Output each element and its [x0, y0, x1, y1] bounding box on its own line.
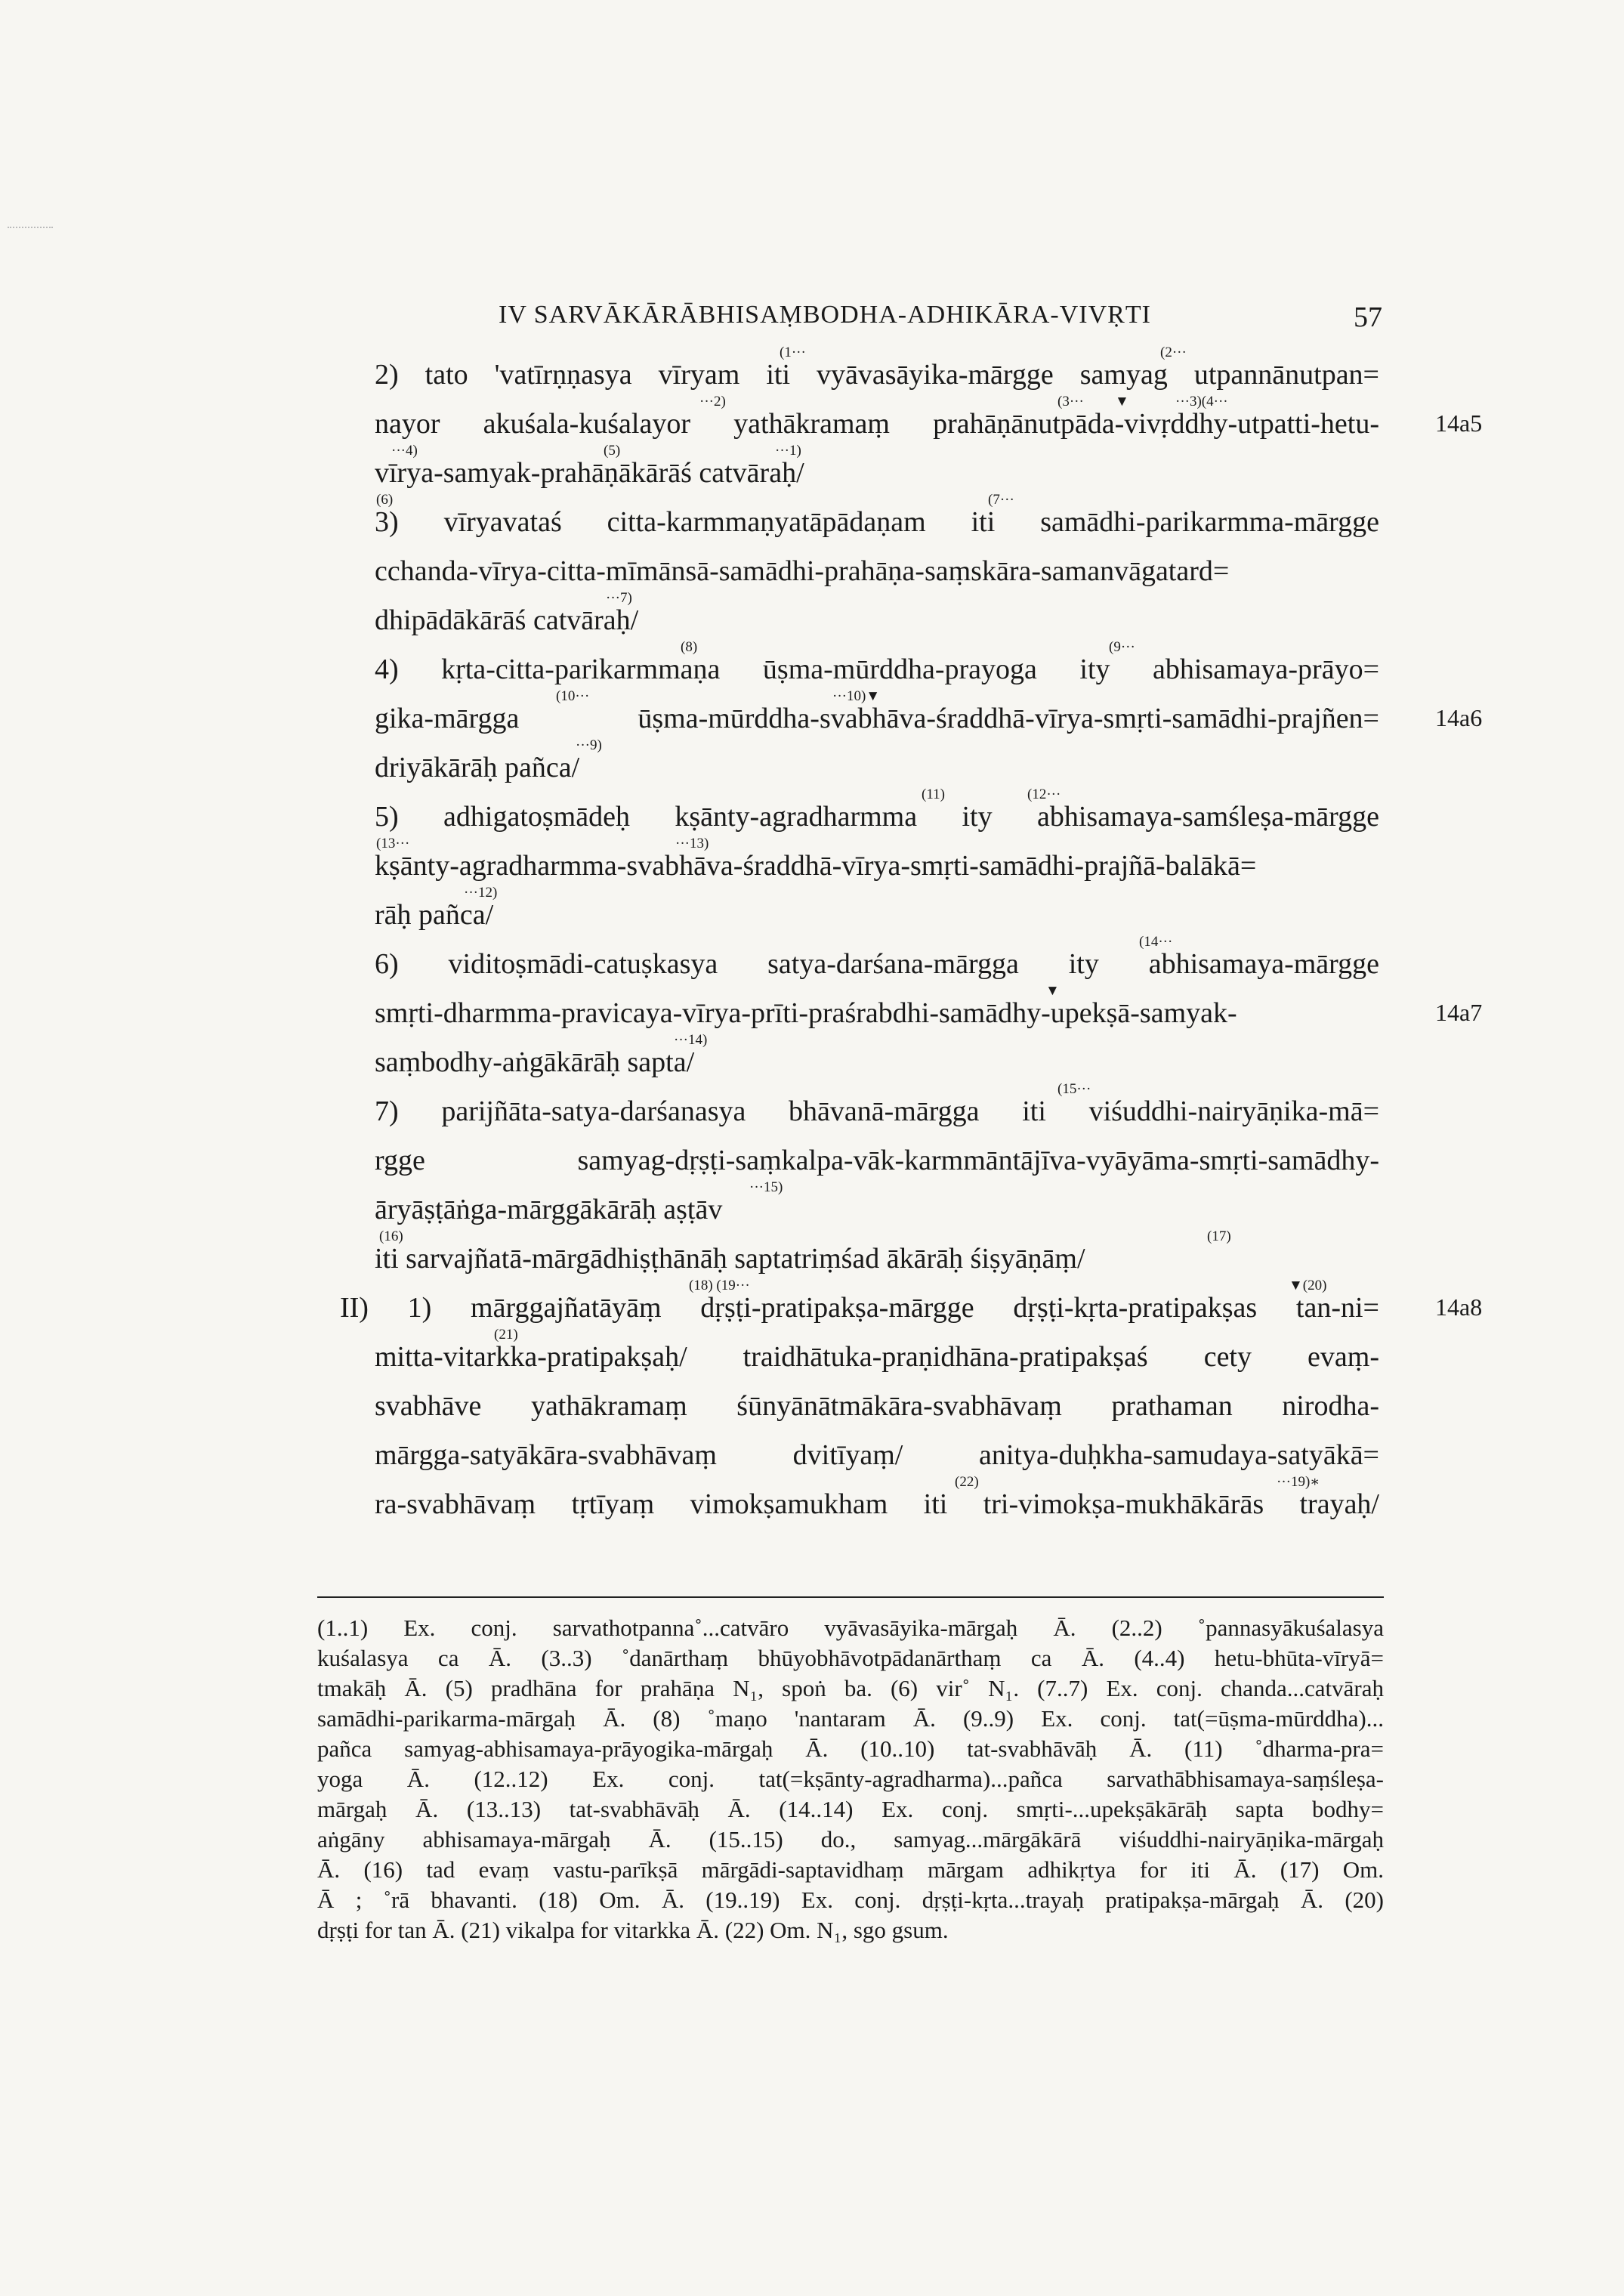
footnote-line: pañca samyag-abhisamaya-prāyogika-mārgaḥ Ā. (10..10) tat-svabhāvāḥ Ā. (11) ˚dharma-pra= [317, 1735, 1384, 1762]
apparatus-marker: ···14) [674, 1032, 708, 1048]
text-line [375, 1473, 1379, 1522]
apparatus-marker: (17) [1207, 1228, 1231, 1244]
line-text: svabhāve yathākramaṃ śūnyānātmākāra-svabhāvaṃ prathaman nirodha- [375, 1390, 1379, 1422]
apparatus-marker: ▼ [1045, 983, 1060, 999]
text-line [375, 1031, 1379, 1080]
apparatus-marker: (5) [604, 443, 621, 459]
line-text: II) 1) mārggajñatāyāṃ dṛṣṭi-pratipakṣa-mārgge dṛṣṭi-kṛta-pratipakṣas tan-ni= [340, 1292, 1379, 1324]
apparatus-marker: ···12) [464, 885, 498, 901]
apparatus-marker: (9··· [1109, 639, 1135, 655]
apparatus-marker: (13··· [376, 836, 410, 851]
folio-reference: 14a6 [1435, 704, 1483, 731]
apparatus-marker: (21) [494, 1327, 518, 1343]
line-text: gika-mārgga ūṣma-mūrddha-svabhāva-śraddhā-vīrya-smṛti-samādhi-prajñen= [375, 703, 1379, 734]
footnote-line: Ā. (16) tad evaṃ vastu-parīkṣā mārgādi-saptavidhaṃ mārgam adhikṛtya for iti Ā. (17) Om. [317, 1856, 1384, 1883]
line-text: 6) viditoṣmādi-catuṣkasya satya-darśana-mārgga ity abhisamaya-mārgge [375, 948, 1379, 980]
text-line [375, 786, 1379, 835]
scan-speck [8, 227, 53, 230]
apparatus-marker: (2··· [1160, 345, 1187, 360]
text-line [375, 1228, 1379, 1277]
page-number: 57 [1354, 301, 1382, 333]
apparatus-marker: (15··· [1057, 1081, 1091, 1097]
apparatus-marker: (8) [681, 639, 698, 655]
text-line [375, 344, 1379, 393]
apparatus-marker: ▼(20) [1289, 1278, 1327, 1293]
line-text: kṣānty-agradharmma-svabhāva-śraddhā-vīrya-smṛti-samādhi-prajñā-balākā= [375, 850, 1257, 882]
line-text: rgge samyag-dṛṣṭi-saṃkalpa-vāk-karmmāntājīva-vyāyāma-smṛti-samādhy- [375, 1145, 1379, 1176]
footnote-line: kuśalasya ca Ā. (3..3) ˚danārthaṃ bhūyobhāvotpādanārthaṃ ca Ā. (4..4) hetu-bhūta-vīryā= [317, 1645, 1384, 1671]
footnote-line: mārgaḥ Ā. (13..13) tat-svabhāvāḥ Ā. (14..14) Ex. conj. smṛti-...upekṣākārāḥ sapta bodhy= [317, 1796, 1384, 1822]
apparatus-marker: (1··· [780, 345, 806, 360]
footnote-line: yoga Ā. (12..12) Ex. conj. tat(=kṣānty-agradharma)...pañca sarvathābhisamaya-saṃśleṣa- [317, 1766, 1384, 1792]
chapter-title: IV SARVĀKĀRĀBHISAṂBODHA-ADHIKĀRA-VIVṚTI [499, 301, 1151, 329]
footnote-line: dṛṣṭi for tan Ā. (21) vikalpa for vitarkka Ā. (22) Om. N₁, sgo gsum. [317, 1917, 949, 1943]
line-text: smṛti-dharmma-pravicaya-vīrya-prīti-praśrabdhi-samādhy-upekṣā-samyak- [375, 997, 1237, 1029]
apparatus-marker: ···15) [749, 1179, 783, 1195]
apparatus-marker: ▼ [1115, 394, 1129, 409]
folio-reference: 14a8 [1435, 1293, 1483, 1321]
text-line [375, 540, 1379, 589]
apparatus-marker: ···2) [699, 394, 726, 409]
text-line [375, 688, 1379, 737]
line-text: ra-svabhāvaṃ tṛtīyaṃ vimokṣamukham iti tri-vimokṣa-mukhākārās trayaḥ/ [375, 1488, 1379, 1520]
text-line [375, 1375, 1379, 1424]
line-text: rāḥ pañca/ [375, 899, 494, 931]
line-text: āryāṣṭāṅga-mārggākārāḥ aṣṭāv [375, 1194, 723, 1225]
apparatus-marker: (11) [922, 786, 945, 802]
line-text: 4) kṛta-citta-parikarmmaṇa ūṣma-mūrddha-prayoga ity abhisamaya-prāyo= [375, 654, 1379, 685]
text-line [375, 933, 1379, 982]
text-line [375, 1424, 1379, 1473]
line-text: cchanda-vīrya-citta-mīmānsā-samādhi-prahāṇa-saṃskāra-samanvāgatard= [375, 555, 1230, 587]
text-line [340, 1277, 1379, 1326]
line-text: iti sarvajñatā-mārgādhiṣṭhānāḥ saptatriṃśad ākārāḥ śiṣyāṇāṃ/ [375, 1243, 1085, 1275]
apparatus-marker: (16) [379, 1228, 403, 1244]
text-line [375, 442, 1379, 491]
line-text: 7) parijñāta-satya-darśanasya bhāvanā-mārgga iti viśuddhi-nairyāṇika-mā= [375, 1095, 1379, 1127]
line-text: mārgga-satyākāra-svabhāvaṃ dvitīyaṃ/ anitya-duḥkha-samudaya-satyākā= [375, 1439, 1379, 1471]
footnotes [317, 1613, 1384, 1945]
apparatus-marker: ···13) [675, 836, 709, 851]
text-line [375, 1129, 1379, 1179]
text-line [375, 393, 1379, 442]
apparatus-marker: ···3)(4··· [1175, 394, 1228, 409]
running-header [499, 301, 1382, 341]
apparatus-marker: (10··· [556, 688, 590, 704]
apparatus-marker: (14··· [1139, 934, 1173, 950]
line-text: 3) vīryavataś citta-karmmaṇyatāpādaṇam iti samādhi-parikarmma-mārgge [375, 506, 1379, 538]
main-text [340, 344, 1379, 1522]
text-line [375, 1179, 1379, 1228]
apparatus-marker: (22) [955, 1474, 979, 1490]
line-text: 5) adhigatoṣmādeḥ kṣānty-agradharmma ity abhisamaya-samśleṣa-mārgge [375, 801, 1379, 833]
apparatus-marker: ···1) [775, 443, 801, 459]
apparatus-marker: (18) (19··· [689, 1278, 750, 1293]
line-text: 2) tato 'vatīrṇṇasya vīryam iti vyāvasāyika-mārgge samyag utpannānutpan= [375, 359, 1379, 391]
apparatus-marker: ···19)∗ [1277, 1474, 1320, 1490]
line-text: mitta-vitarkka-pratipakṣaḥ/ traidhātuka-praṇidhāna-pratipakṣaś cety evaṃ- [375, 1341, 1379, 1373]
line-text: dhipādākārāś catvāraḥ/ [375, 604, 639, 636]
apparatus-marker: ···9) [576, 737, 602, 753]
apparatus-marker: (3··· [1057, 394, 1084, 409]
footnote-line: samādhi-parikarma-mārgaḥ Ā. (8) ˚maṇo 'nantaram Ā. (9..9) Ex. conj. tat(=ūṣma-mūrddha)... [317, 1705, 1384, 1732]
footnote-line: (1..1) Ex. conj. sarvathotpanna˚...catvāro vyāvasāyika-mārgaḥ Ā. (2..2) ˚pannasyākuśalasya [317, 1615, 1384, 1641]
text-line [375, 737, 1379, 786]
apparatus-marker: ···10)▼ [832, 688, 881, 704]
text-line [375, 884, 1379, 933]
apparatus-marker: (6) [376, 492, 394, 508]
text-line [375, 638, 1379, 688]
footnote-line: Ā ; ˚rā bhavanti. (18) Om. Ā. (19..19) Ex. conj. dṛṣṭi-kṛta...trayaḥ pratipakṣa-mārgaḥ Ā. (20) [317, 1887, 1384, 1913]
apparatus-marker: (12··· [1027, 786, 1061, 802]
text-line [375, 491, 1379, 540]
line-text: driyākārāḥ pañca/ [375, 752, 580, 783]
apparatus-marker: (7··· [988, 492, 1014, 508]
text-line [375, 835, 1379, 884]
line-text: vīrya-samyak-prahāṇākārāś catvāraḥ/ [375, 457, 804, 489]
text-line [375, 1080, 1379, 1129]
text-line [375, 1326, 1379, 1375]
folio-reference: 14a7 [1435, 999, 1483, 1026]
apparatus-marker: ···4) [391, 443, 418, 459]
line-text: nayor akuśala-kuśalayor yathākramaṃ prahāṇānutpāda-vivṛddhy-utpatti-hetu- [375, 408, 1379, 440]
footnote-rule [317, 1596, 1384, 1598]
footnote-line: tmakāḥ Ā. (5) pradhāna for prahāṇa N₁, spoṅ ba. (6) vir˚ N₁. (7..7) Ex. conj. chanda...catvāraḥ [317, 1675, 1384, 1701]
text-line [375, 982, 1379, 1031]
folio-reference: 14a5 [1435, 409, 1483, 437]
footnote-line: aṅgāny abhisamaya-mārgaḥ Ā. (15..15) do., samyag...mārgākārā viśuddhi-nairyāṇika-mārgaḥ [317, 1826, 1384, 1853]
text-line [375, 589, 1379, 638]
line-text: saṃbodhy-aṅgākārāḥ sapta/ [375, 1046, 695, 1078]
apparatus-marker: ···7) [606, 590, 632, 606]
